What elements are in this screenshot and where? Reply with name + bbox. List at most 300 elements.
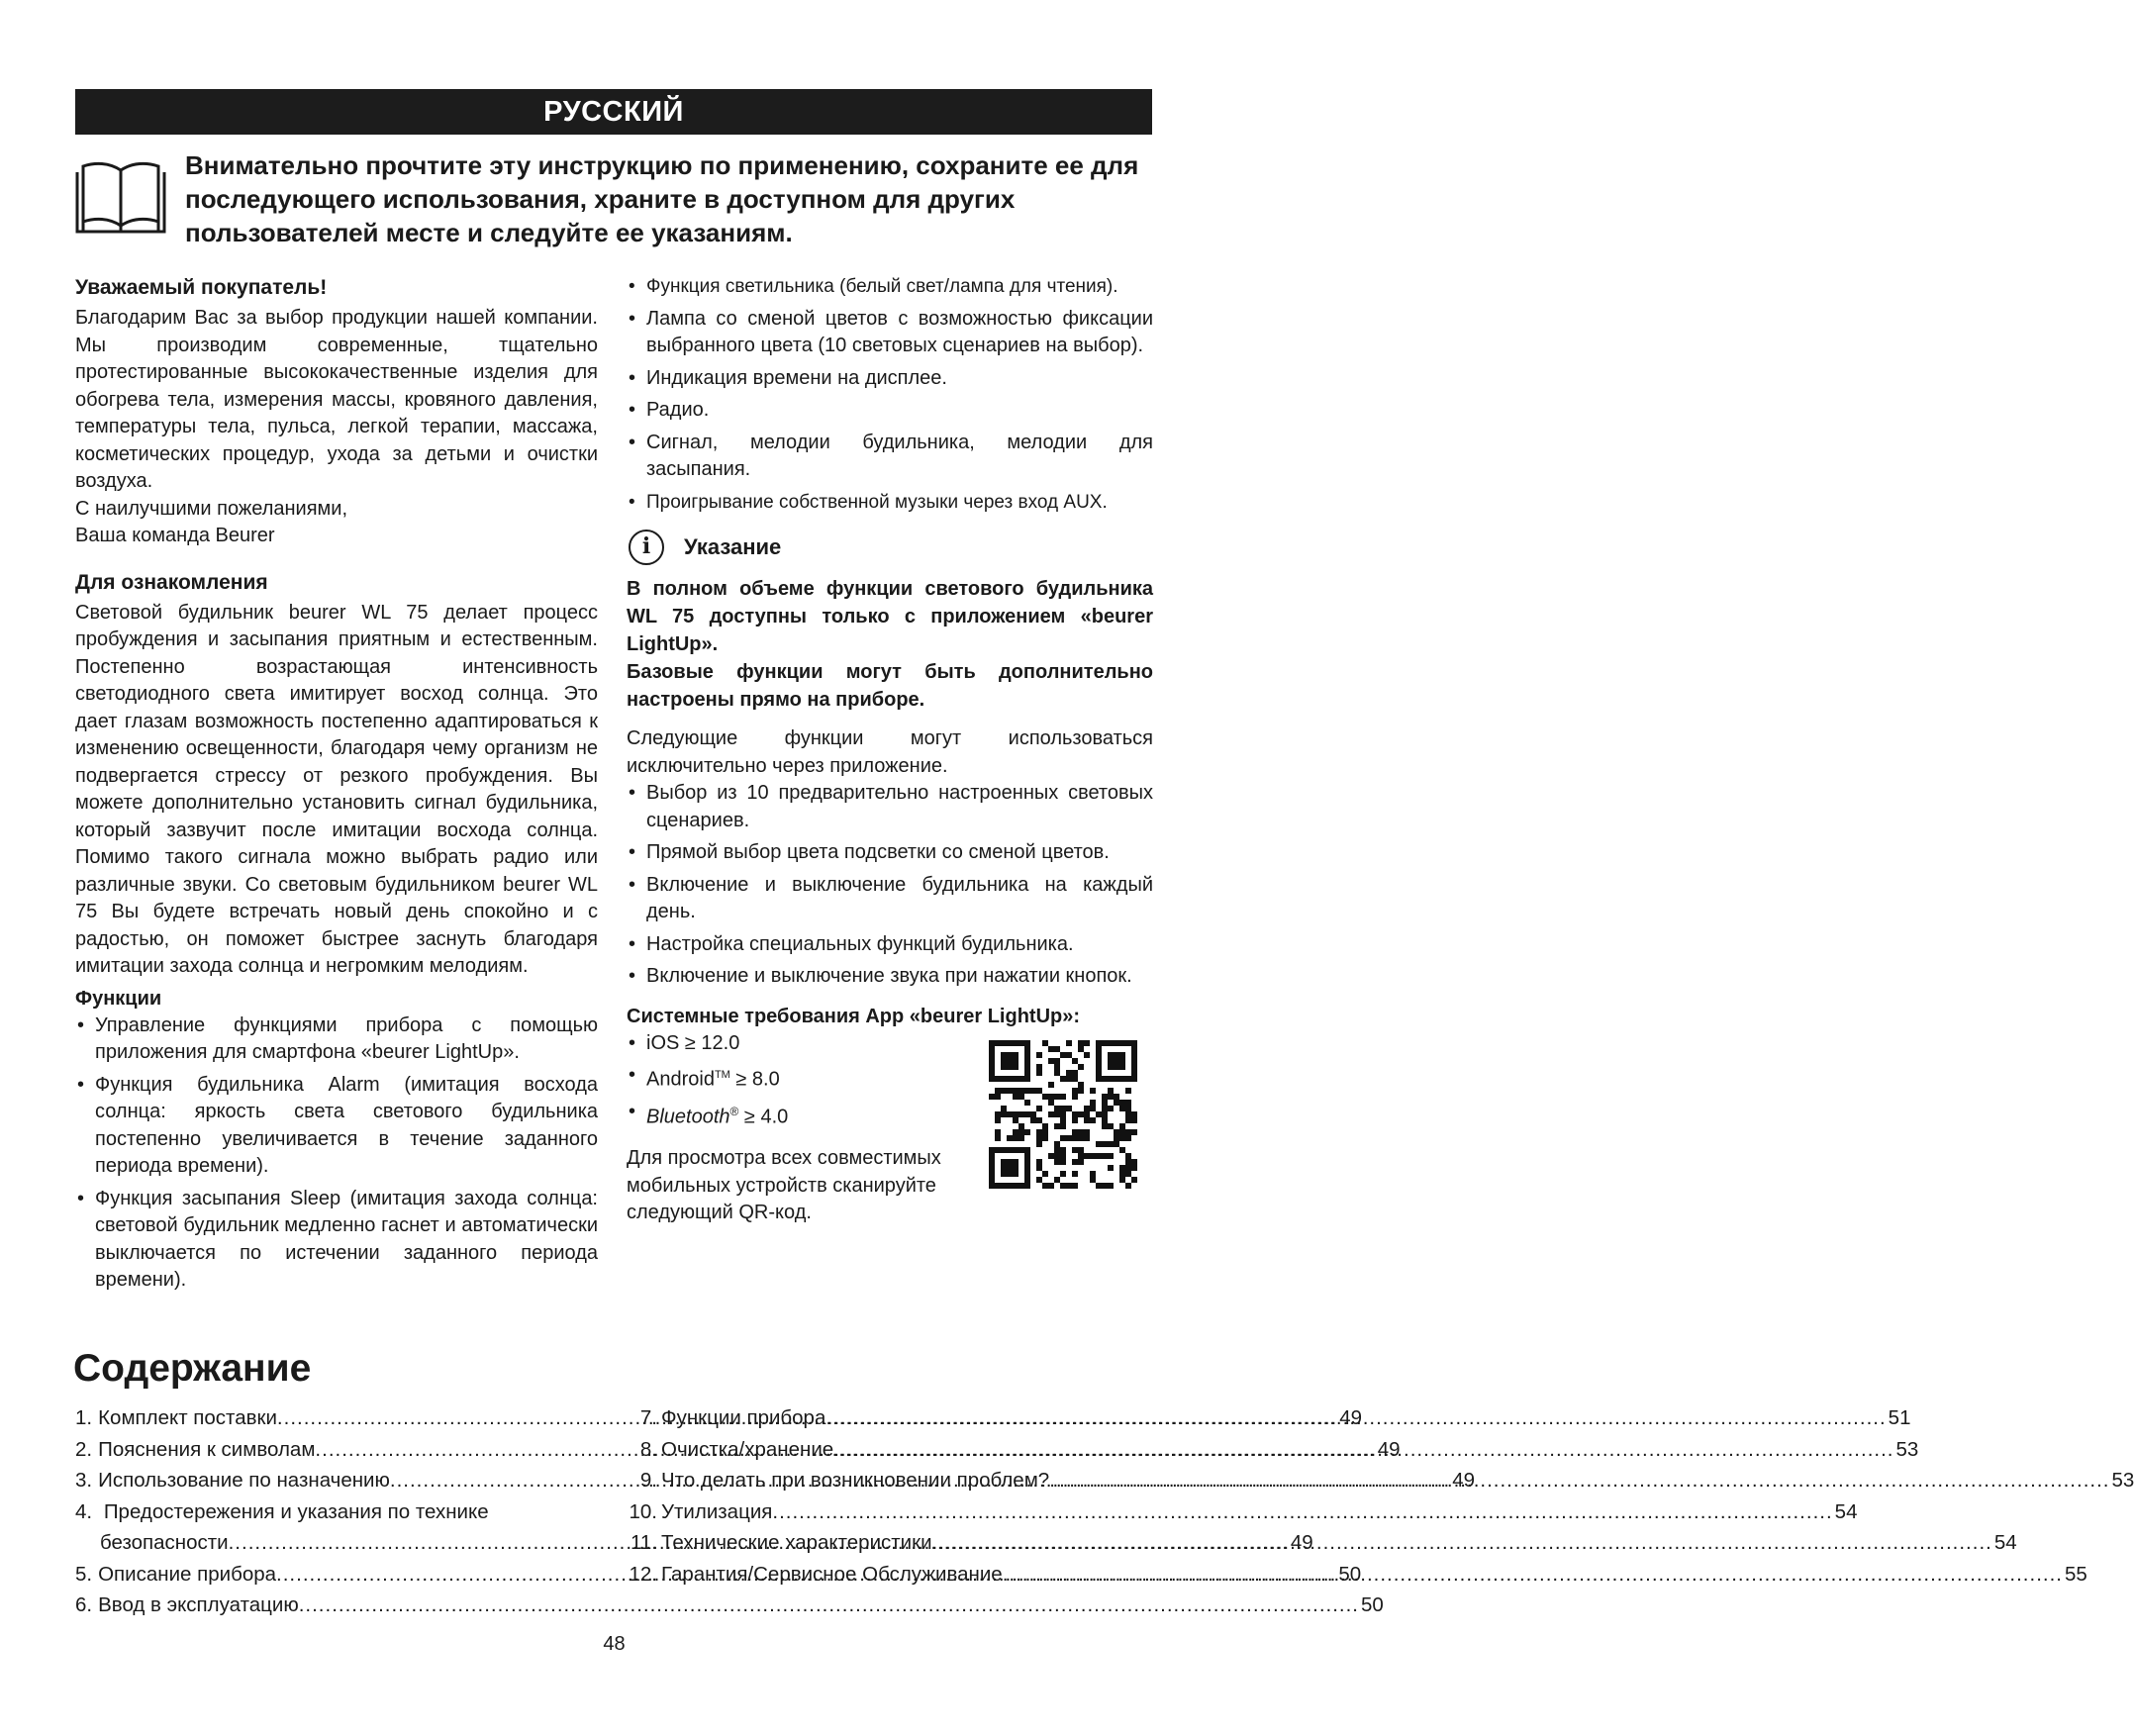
qr-module (1042, 1135, 1048, 1141)
qr-module (1119, 1076, 1125, 1082)
qr-module (1125, 1159, 1131, 1165)
qr-module (1108, 1183, 1114, 1189)
qr-module (1125, 1165, 1131, 1171)
qr-module (1036, 1088, 1042, 1094)
qr-module (1131, 1129, 1137, 1135)
toc-number: 10. (629, 1499, 657, 1523)
qr-module (1066, 1183, 1072, 1189)
qr-module (989, 1064, 995, 1070)
toc-number: 4. (75, 1499, 93, 1523)
qr-module (1108, 1052, 1114, 1058)
qr-module (1108, 1106, 1114, 1111)
qr-module (1108, 1094, 1114, 1100)
qr-module (1054, 1147, 1060, 1153)
qr-module (1090, 1117, 1096, 1123)
qr-module (1066, 1070, 1072, 1076)
qr-module (995, 1088, 1001, 1094)
qr-module (1013, 1111, 1018, 1117)
qr-module (1024, 1171, 1030, 1177)
registered-mark: ® (729, 1105, 739, 1119)
qr-module (1030, 1111, 1036, 1117)
toc-page: 49 (1452, 1469, 1475, 1492)
qr-module (1108, 1058, 1114, 1064)
qr-module (1114, 1040, 1119, 1046)
list-item: • Функция светильника (белый свет/лампа для чтения). (627, 273, 1153, 301)
qr-module (1084, 1106, 1090, 1111)
qr-module (1036, 1129, 1042, 1135)
qr-module (1096, 1183, 1102, 1189)
list-item: • Включение и выключение будильника на каждый день. (627, 872, 1153, 926)
qr-module (1119, 1052, 1125, 1058)
toc-page: 49 (1339, 1406, 1363, 1429)
qr-module (1024, 1052, 1030, 1058)
list-item: • Проигрывание собственной музыки через вход AUX. (627, 489, 1153, 517)
qr-module (1131, 1165, 1137, 1171)
qr-module (1102, 1040, 1108, 1046)
qr-module (1024, 1153, 1030, 1159)
qr-module (1078, 1159, 1084, 1165)
qr-module (1018, 1123, 1024, 1129)
qr-module (1125, 1088, 1131, 1094)
qr-module (995, 1129, 1001, 1135)
functions-heading: Функции (75, 987, 162, 1010)
qr-module (1060, 1153, 1066, 1159)
qr-module (1060, 1111, 1066, 1117)
qr-module (1001, 1111, 1007, 1117)
toc-number: 11. (630, 1531, 657, 1554)
qr-module (1096, 1052, 1102, 1058)
qr-module (1024, 1076, 1030, 1082)
qr-module (1078, 1088, 1084, 1094)
qr-module (1090, 1153, 1096, 1159)
qr-module (1119, 1147, 1125, 1153)
qr-module (1036, 1106, 1042, 1111)
qr-module (1084, 1111, 1090, 1117)
toc-entry[interactable] (624, 1496, 1858, 1528)
familiarization-heading: Для ознакомления (75, 570, 268, 594)
functions-list (75, 1013, 598, 1295)
qr-module (1024, 1165, 1030, 1171)
qr-module (1024, 1070, 1030, 1076)
qr-module (1048, 1183, 1054, 1189)
req-bluetooth: Bluetooth (646, 1106, 730, 1128)
scan-instruction: Для просмотра всех совместимых мобильных устройств сканируйте следующий QR-код. (627, 1147, 941, 1224)
toc-leader (1003, 1559, 2063, 1591)
toc-entry-first-line (75, 1496, 596, 1528)
qr-module (1007, 1165, 1013, 1171)
note-title: Указание (684, 534, 782, 560)
qr-module (1042, 1171, 1048, 1177)
toc-page: 55 (2064, 1562, 2087, 1586)
qr-module (1048, 1046, 1054, 1052)
toc-leader (1049, 1465, 2109, 1496)
right-column (627, 273, 1153, 1227)
qr-module (1001, 1040, 1007, 1046)
list-item: • Радио. (627, 397, 1153, 425)
toc-label: Пояснения к символам (98, 1437, 316, 1461)
qr-module (1066, 1040, 1072, 1046)
familiarization-text: Световой будильник beurer WL 75 делает процесс пробуждения и засыпания приятным и естественным. Постепенно возрастающая интенсивность светодиодного света имитирует восход солнца. Это дает глазам возможность постепенно адаптироваться к изменению освещенности, благодаря чему организм не подвергается стрессу от резкого пробуждения. Вы можете дополнительно установить сигнал будильника, который зазвучит после имитации восхода солнца. Помимо такого сигнала можно выбрать радио или различные звуки. Со световым будильником beurer WL 75 Вы будете встречать новый день спокойно и с радостью, он поможет быстрее заснуть благодаря имитации захода солнца и негромким мелодиям. (75, 601, 598, 977)
qr-module (1048, 1100, 1054, 1106)
qr-module (1102, 1123, 1108, 1129)
qr-module (989, 1040, 995, 1046)
greeting-text: Благодарим Вас за выбор продукции нашей компании. Мы производим современные, тщательно протестированные высококачественные изделия для обогрева тела, измерения массы, кровяного давления, температуры тела, пульса, легкой терапии, массажа, косметических процедур, ухода за детьми и очистки воздуха. (75, 307, 598, 492)
qr-module (1119, 1058, 1125, 1064)
qr-module (1119, 1040, 1125, 1046)
qr-module (1125, 1106, 1131, 1111)
qr-module (1125, 1171, 1131, 1177)
toc-leader (833, 1434, 1893, 1466)
qr-module (1090, 1171, 1096, 1177)
qr-module (1060, 1052, 1066, 1058)
qr-module (1125, 1183, 1131, 1189)
qr-module (1125, 1076, 1131, 1082)
qr-module (1072, 1076, 1078, 1082)
qr-module (1131, 1064, 1137, 1070)
familiarization-section (75, 568, 598, 981)
qr-module (1072, 1171, 1078, 1177)
list-item: • Настройка специальных функций будильника. (627, 931, 1153, 959)
qr-module (1084, 1129, 1090, 1135)
qr-module (1131, 1076, 1137, 1082)
qr-module (1096, 1153, 1102, 1159)
qr-module (1072, 1058, 1078, 1064)
qr-module (1018, 1088, 1024, 1094)
toc-label: Утилизация (661, 1499, 773, 1523)
qr-module (1001, 1088, 1007, 1094)
qr-module (1001, 1165, 1007, 1171)
qr-module (1036, 1070, 1042, 1076)
qr-module (1024, 1147, 1030, 1153)
qr-module (1108, 1123, 1114, 1129)
qr-module (1007, 1052, 1013, 1058)
trademark-mark: TM (714, 1069, 730, 1081)
qr-module (1024, 1129, 1030, 1135)
intro-instruction: Внимательно прочтите эту инструкцию по применению, сохраните ее для последующего использования, храните в доступном для других пользователей месте и следуйте ее указаниям. (185, 150, 1139, 247)
qr-module (1131, 1052, 1137, 1058)
qr-module (1048, 1082, 1054, 1088)
qr-module (1078, 1082, 1084, 1088)
qr-module (1001, 1058, 1007, 1064)
qr-module (1001, 1147, 1007, 1153)
qr-module (1013, 1058, 1018, 1064)
qr-module (1072, 1094, 1078, 1100)
qr-module (1072, 1135, 1078, 1141)
qr-module (1119, 1171, 1125, 1177)
qr-module (1054, 1123, 1060, 1129)
qr-module (1119, 1106, 1125, 1111)
book-icon (73, 156, 168, 240)
qr-module (1072, 1117, 1078, 1123)
note-app-required: В полном объеме функции светового будильника WL 75 доступны только с приложением «beurer LightUp». (627, 578, 1153, 655)
qr-module (1007, 1076, 1013, 1082)
qr-module (1036, 1159, 1042, 1165)
qr-module (1084, 1052, 1090, 1058)
qr-module (1060, 1094, 1066, 1100)
toc-number: 6. (75, 1593, 93, 1616)
qr-module (1060, 1117, 1066, 1123)
toc-leader (772, 1496, 1832, 1528)
toc-label: Предостережения и указания по технике (103, 1499, 489, 1523)
qr-module (1102, 1141, 1108, 1147)
qr-module (995, 1094, 1001, 1100)
req-ios: iOS ≥ 12.0 (646, 1031, 740, 1054)
qr-module (989, 1177, 995, 1183)
qr-module (1108, 1064, 1114, 1070)
list-item: • Функция будильника Alarm (имитация восхода солнца: яркость света светового будильника постепенно увеличивается в течение заданного периода времени). (75, 1072, 598, 1181)
qr-module (1102, 1094, 1108, 1100)
qr-module (1007, 1171, 1013, 1177)
list-item: • Прямой выбор цвета подсветки со сменой цветов. (627, 839, 1153, 867)
qr-module (1007, 1064, 1013, 1070)
toc-title: Содержание (73, 1347, 312, 1390)
toc-label-continued: безопасности (100, 1531, 229, 1554)
note-intro: Следующие функции могут использоваться исключительно через приложение. (627, 727, 1153, 777)
qr-module (1125, 1117, 1131, 1123)
qr-module (1078, 1153, 1084, 1159)
toc-page: 49 (1377, 1437, 1401, 1461)
toc-number: 7. (639, 1406, 657, 1429)
list-item: • Функция засыпания Sleep (имитация захода солнца: световой будильник медленно гаснет и автоматически выключается по истечении заданного периода времени). (75, 1186, 598, 1295)
qr-module (1072, 1129, 1078, 1135)
qr-module (989, 1171, 995, 1177)
qr-module (1119, 1064, 1125, 1070)
qr-module (1108, 1076, 1114, 1082)
qr-module (1054, 1070, 1060, 1076)
qr-module (1125, 1153, 1131, 1159)
qr-module (1066, 1106, 1072, 1111)
qr-module (1060, 1106, 1066, 1111)
toc-page: 54 (1834, 1499, 1858, 1523)
qr-module (1007, 1040, 1013, 1046)
qr-module (1072, 1111, 1078, 1117)
qr-module (1024, 1064, 1030, 1070)
qr-module (1131, 1111, 1137, 1117)
qr-module (1102, 1106, 1108, 1111)
toc-label: Описание прибора (98, 1562, 277, 1586)
qr-module (1007, 1111, 1013, 1117)
qr-module (1024, 1046, 1030, 1052)
list-item: • Включение и выключение звука при нажатии кнопок. (627, 963, 1153, 991)
qr-module (1036, 1165, 1042, 1171)
greeting-heading: Уважаемый покупатель! (75, 276, 328, 299)
qr-module (1072, 1070, 1078, 1076)
toc-label: Очистка/хранение (661, 1437, 834, 1461)
list-item: • Управление функциями прибора с помощью приложения для смартфона «beurer LightUp». (75, 1013, 598, 1067)
toc-number: 12. (629, 1562, 657, 1586)
list-item: • Индикация времени на дисплее. (627, 365, 1153, 393)
toc-label: Комплект поставки (98, 1406, 277, 1429)
qr-module (1131, 1058, 1137, 1064)
qr-module (1001, 1076, 1007, 1082)
qr-module (1114, 1100, 1119, 1106)
qr-module (1007, 1058, 1013, 1064)
qr-module (1084, 1135, 1090, 1141)
req-android: Android (646, 1068, 715, 1091)
qr-module (1001, 1052, 1007, 1058)
qr-module (1102, 1183, 1108, 1189)
qr-module (1114, 1129, 1119, 1135)
qr-module (1108, 1165, 1114, 1171)
qr-module (1119, 1100, 1125, 1106)
qr-module (1013, 1052, 1018, 1058)
qr-module (1054, 1177, 1060, 1183)
qr-module (1036, 1064, 1042, 1070)
qr-module (1125, 1111, 1131, 1117)
qr-module (1013, 1129, 1018, 1135)
qr-module (1036, 1117, 1042, 1123)
qr-module (1090, 1100, 1096, 1106)
qr-module (1018, 1040, 1024, 1046)
info-icon: i (629, 530, 664, 565)
qr-module (1054, 1064, 1060, 1070)
qr-module (1013, 1135, 1018, 1141)
qr-module (1018, 1135, 1024, 1141)
qr-module (1036, 1135, 1042, 1141)
qr-module (1054, 1094, 1060, 1100)
qr-module (1096, 1064, 1102, 1070)
qr-module (1131, 1177, 1137, 1183)
qr-module (1060, 1123, 1066, 1129)
qr-module (989, 1070, 995, 1076)
qr-module (1054, 1153, 1060, 1159)
qr-module (1114, 1094, 1119, 1100)
toc-page: 54 (1993, 1531, 2017, 1554)
qr-module (1054, 1159, 1060, 1165)
qr-module (1078, 1111, 1084, 1117)
qr-module (1102, 1076, 1108, 1082)
qr-module (1096, 1058, 1102, 1064)
qr-module (1096, 1040, 1102, 1046)
toc-number: 5. (75, 1562, 93, 1586)
qr-module (1060, 1076, 1066, 1082)
qr-module (995, 1076, 1001, 1082)
qr-module (1078, 1064, 1084, 1070)
qr-module (1007, 1135, 1013, 1141)
qr-module (1024, 1111, 1030, 1117)
qr-module (1125, 1135, 1131, 1141)
qr-module (1102, 1100, 1108, 1106)
qr-module (1054, 1046, 1060, 1052)
qr-module (1060, 1183, 1066, 1189)
qr-module (1131, 1159, 1137, 1165)
qr-module (1036, 1052, 1042, 1058)
qr-module (1054, 1106, 1060, 1111)
toc-entry[interactable] (75, 1590, 1384, 1621)
requirements-heading: Системные требования App «beurer LightUp»: (627, 1005, 1081, 1027)
qr-module (1024, 1183, 1030, 1189)
qr-module (1007, 1147, 1013, 1153)
qr-module (1054, 1111, 1060, 1117)
qr-module (1114, 1141, 1119, 1147)
qr-module (989, 1159, 995, 1165)
qr-module (1024, 1088, 1030, 1094)
qr-module (989, 1046, 995, 1052)
qr-module (1024, 1058, 1030, 1064)
qr-module (1119, 1135, 1125, 1141)
toc-label: Технические характеристики (661, 1531, 932, 1554)
qr-module (1125, 1040, 1131, 1046)
toc-page: 51 (1888, 1406, 1911, 1429)
qr-module (1078, 1135, 1084, 1141)
list-item: • Лампа со сменой цветов с возможностью фиксации выбранного цвета (10 световых сценариев на выбор). (627, 306, 1153, 360)
toc-leader (299, 1590, 1359, 1621)
qr-module (1024, 1177, 1030, 1183)
qr-module (1048, 1058, 1054, 1064)
note-basic-functions: Базовые функции могут быть дополнительно настроены прямо на приборе. (627, 661, 1153, 711)
qr-module (1108, 1141, 1114, 1147)
qr-module (1007, 1183, 1013, 1189)
qr-module (1096, 1070, 1102, 1076)
req-bluetooth-version: ≥ 4.0 (738, 1106, 789, 1128)
qr-module (1078, 1147, 1084, 1153)
qr-module (1125, 1100, 1131, 1106)
qr-module (1096, 1046, 1102, 1052)
qr-module (1013, 1183, 1018, 1189)
qr-module (1042, 1129, 1048, 1135)
toc-label: Функции прибора (661, 1406, 826, 1429)
qr-module (1001, 1106, 1007, 1111)
greeting-section (75, 273, 598, 550)
qr-module (1001, 1064, 1007, 1070)
qr-module (1013, 1076, 1018, 1082)
list-item: • Выбор из 10 предварительно настроенных световых сценариев. (627, 780, 1153, 834)
language-banner: РУССКИЙ (75, 89, 1152, 135)
qr-module (1072, 1159, 1078, 1165)
qr-module (1078, 1040, 1084, 1046)
qr-module (1084, 1153, 1090, 1159)
toc-page: 53 (2111, 1469, 2134, 1492)
toc-number: 2. (75, 1437, 93, 1461)
qr-module (989, 1183, 995, 1189)
qr-module (1131, 1046, 1137, 1052)
qr-module (989, 1058, 995, 1064)
toc-leader (932, 1527, 1992, 1559)
qr-module (1078, 1129, 1084, 1135)
qr-code[interactable] (989, 1040, 1137, 1189)
qr-module (1090, 1177, 1096, 1183)
qr-module (1102, 1153, 1108, 1159)
system-requirements (627, 1003, 1153, 1227)
qr-module (1114, 1058, 1119, 1064)
note-header (627, 530, 1153, 565)
qr-module (1018, 1111, 1024, 1117)
qr-module (1119, 1177, 1125, 1183)
qr-module (1007, 1159, 1013, 1165)
regards-text: С наилучшими пожеланиями, (75, 497, 348, 520)
qr-module (1102, 1111, 1108, 1117)
qr-module (995, 1135, 1001, 1141)
qr-module (995, 1147, 1001, 1153)
qr-module (1114, 1076, 1119, 1082)
qr-module (1072, 1088, 1078, 1094)
list-item: • Сигнал, мелодии будильника, мелодии для засыпания. (627, 430, 1153, 484)
functions-section (75, 985, 598, 1295)
features-list (627, 273, 1153, 516)
qr-module (1066, 1076, 1072, 1082)
qr-module (1024, 1159, 1030, 1165)
qr-module (1013, 1117, 1018, 1123)
qr-module (1108, 1040, 1114, 1046)
qr-module (1131, 1040, 1137, 1046)
qr-module (1078, 1046, 1084, 1052)
qr-module (1108, 1153, 1114, 1159)
team-text: Ваша команда Beurer (75, 525, 275, 546)
qr-module (1084, 1117, 1090, 1123)
qr-module (989, 1165, 995, 1171)
qr-module (1072, 1147, 1078, 1153)
qr-module (1060, 1171, 1066, 1177)
